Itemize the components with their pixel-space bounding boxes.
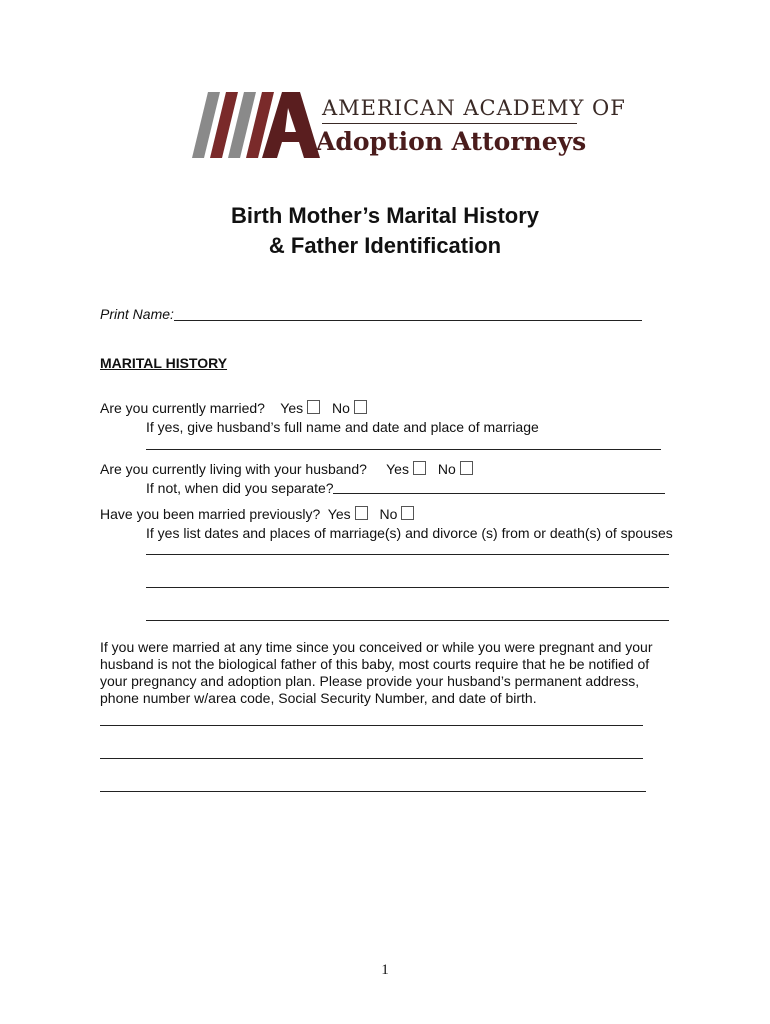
q3-answer-field-1[interactable] [146, 554, 669, 555]
q1-yes-label: Yes [280, 400, 304, 416]
page-title-line2: & Father Identification [268, 233, 502, 258]
husband-info-field-1[interactable] [100, 725, 643, 726]
q1-follow-up: If yes, give husband’s full name and date and place of marriage [146, 419, 539, 435]
page-title-line1: Birth Mother’s Marital History [230, 203, 540, 228]
q2-yes-label: Yes [386, 461, 409, 477]
q3-yes-label: Yes [327, 506, 351, 522]
notice-line3: your pregnancy and adoption plan. Please provide your husband’s permanent address, [100, 673, 640, 689]
q2-answer-field[interactable] [333, 493, 665, 494]
q2-label: Are you currently living with your husband? [100, 461, 367, 477]
logo-rule [322, 123, 577, 124]
logo-stripes [192, 92, 274, 158]
q3-label: Have you been married previously? [100, 506, 321, 522]
print-name-field[interactable] [174, 320, 642, 321]
q3-yes-checkbox[interactable] [355, 506, 368, 520]
notice-line4: phone number w/area code, Social Security Number, and date of birth. [100, 690, 537, 706]
logo [190, 88, 626, 164]
q2-yes-checkbox[interactable] [413, 461, 426, 475]
page-number: 1 [381, 962, 389, 978]
q1-no-label: No [332, 400, 350, 416]
notice-line1: If you were married at any time since you conceived or while you were pregnant and your [100, 639, 653, 655]
print-name-label: Print Name: [100, 306, 174, 322]
q1-yes-checkbox[interactable] [307, 400, 320, 414]
logo-mark [190, 88, 330, 164]
q3-answer-field-2[interactable] [146, 587, 669, 588]
logo-line1: AMERICAN ACADEMY OF [322, 96, 626, 120]
q1-row [100, 400, 375, 417]
logo-line2: Adoption Attorneys [316, 127, 587, 156]
q3-no-label: No [379, 506, 398, 522]
q3-no-checkbox[interactable] [401, 506, 414, 520]
q1-answer-field[interactable] [146, 449, 661, 450]
husband-info-field-3[interactable] [100, 791, 646, 792]
q2-no-checkbox[interactable] [460, 461, 473, 475]
q2-row [100, 461, 481, 478]
q2-follow-up: If not, when did you separate? [146, 480, 334, 496]
notice-line2: husband is not the biological father of this baby, most courts require that he be notified of [100, 656, 650, 672]
husband-info-field-2[interactable] [100, 758, 643, 759]
q3-follow-up: If yes list dates and places of marriage(s) and divorce (s) from or death(s) of spouses [146, 525, 673, 541]
q3-row [100, 506, 422, 523]
section-heading: MARITAL HISTORY [100, 355, 228, 371]
q1-no-checkbox[interactable] [354, 400, 367, 414]
q2-no-label: No [437, 461, 456, 477]
q1-label: Are you currently married? [100, 400, 265, 416]
q3-answer-field-3[interactable] [146, 620, 669, 621]
